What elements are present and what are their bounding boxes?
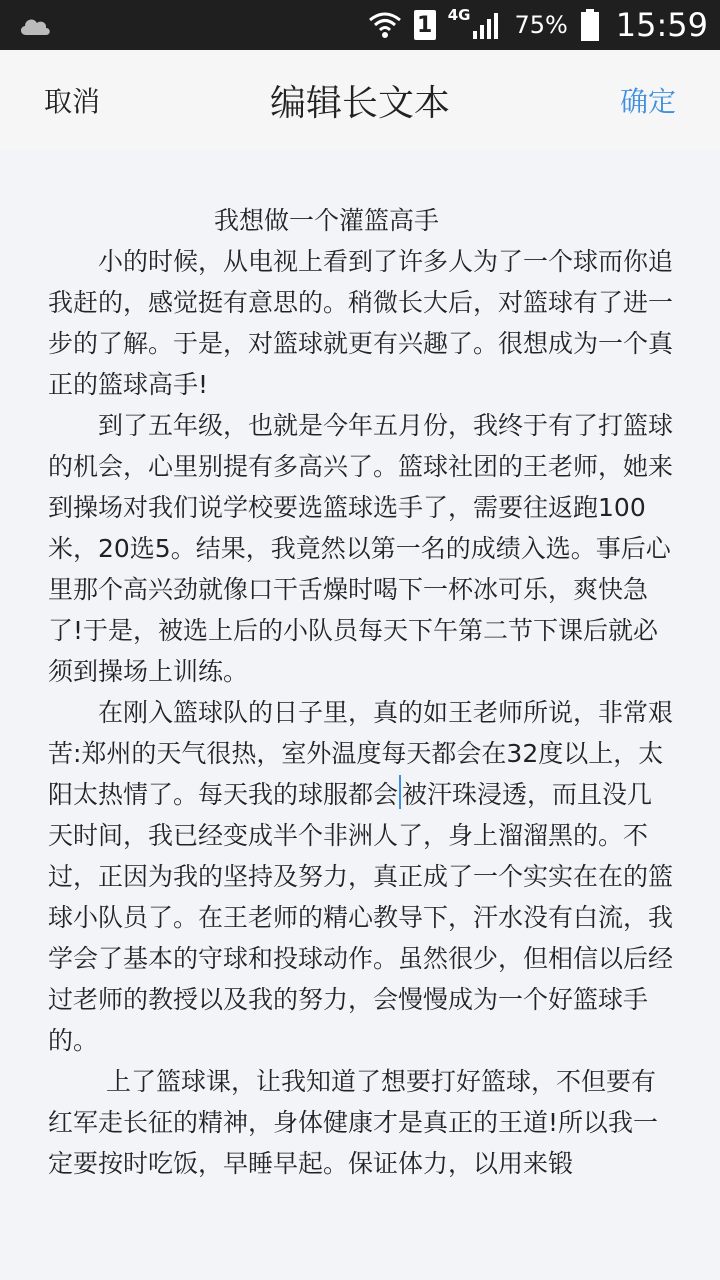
text-cursor (399, 775, 401, 809)
paragraph: 小的时候，从电视上看到了许多人为了一个球而你追我赶的，感觉挺有意思的。稍微长大后，对篮球有了进一步的了解。于是，对篮球就更有兴趣了。很想成为一个真正的篮球高手! (48, 247, 674, 399)
status-bar (0, 0, 720, 50)
confirm-button[interactable]: 确定 (619, 85, 676, 118)
paragraph-text-before-cursor: 在刚入篮球队的日子里，真的如王老师所说，非常艰苦:郑州的天气很热，室外温度每天都会在32度以上，太阳太热情了。每天我的球服都会 (48, 698, 674, 809)
cancel-button[interactable]: 取消 (44, 85, 101, 118)
paragraph: 到了五年级，也就是今年五月份，我终于有了打篮球的机会，心里别提有多高兴了。篮球社团的王老师，她来到操场对我们说学校要选篮球选手了，需要往返跑100米，20选5。结果，我竟然以第一名的成绩入选。事后心里那个高兴劲就像口干舌燥时喝下一杯冰可乐，爽快急了!于是，被选上后的小队员每天下午第二节下课后就必须到操场上训练。 (48, 411, 674, 686)
long-text-editor[interactable] (48, 200, 674, 1184)
clock: 15:59 (615, 6, 708, 44)
cloud-icon (18, 13, 52, 37)
network-type: 4G (447, 6, 471, 24)
signal-icon (472, 11, 502, 39)
sim-icon: 1 (414, 10, 436, 40)
title-bar (0, 50, 720, 150)
document-title: 我想做一个灌篮高手 (214, 206, 440, 235)
battery-percent: 75% (514, 11, 568, 39)
paragraph (48, 692, 674, 1061)
paragraph: 上了篮球课，让我知道了想要打好篮球，不但要有红军走长征的精神，身体健康才是真正的王道!所以我一定要按时吃饭，早睡早起。保证体力，以用来锻 (48, 1067, 659, 1178)
page-title: 编辑长文本 (269, 82, 450, 124)
battery-icon (580, 9, 600, 41)
wifi-icon (368, 11, 402, 39)
paragraph-text-after-cursor: 被汗珠浸透，而且没几天时间，我已经变成半个非洲人了，身上溜溜黑的。不过，正因为我的坚持及努力，真正成了一个实实在在的篮球小队员了。在王老师的精心教导下，汗水没有白流，我学会了基本的守球和投球动作。虽然很少，但相信以后经过老师的教授以及我的努力，会慢慢成为一个好篮球手的。 (48, 780, 674, 1055)
